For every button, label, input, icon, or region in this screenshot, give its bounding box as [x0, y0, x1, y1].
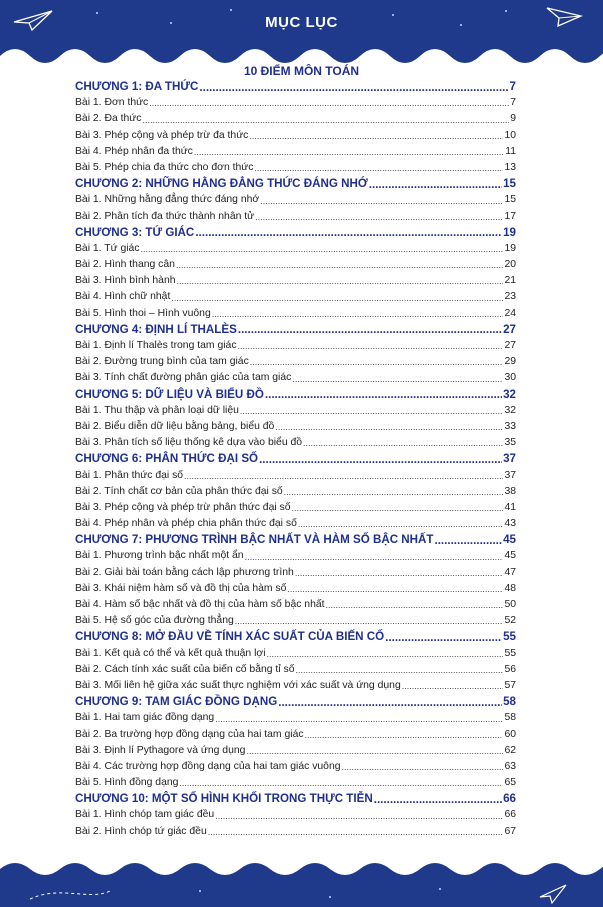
- dot-leader: [195, 225, 502, 241]
- page-number: 58: [503, 695, 516, 709]
- page-header: [0, 0, 603, 66]
- dot-leader: [176, 257, 504, 273]
- toc-lesson-row[interactable]: [75, 338, 516, 354]
- page-number: 29: [504, 356, 516, 368]
- toc-lesson-row[interactable]: [75, 727, 516, 743]
- page-number: 30: [504, 372, 516, 384]
- toc-chapter-row[interactable]: [75, 629, 516, 645]
- dot-leader: [142, 111, 509, 127]
- lesson-title: Bài 3. Phép cộng và phép trừ phân thức đại số: [75, 501, 291, 513]
- page-number: 11: [505, 145, 516, 157]
- dot-leader: [246, 743, 503, 759]
- dot-leader: [215, 710, 503, 726]
- toc-chapter-row[interactable]: [75, 451, 516, 467]
- page-number: 17: [504, 210, 516, 222]
- chapter-title: CHƯƠNG 2: NHỮNG HẰNG ĐẲNG THỨC ĐÁNG NHỚ: [75, 177, 368, 191]
- lesson-title: Bài 5. Phép chia đa thức cho đơn thức: [75, 161, 254, 173]
- dot-leader: [208, 824, 504, 840]
- toc-chapter-row[interactable]: [75, 79, 516, 95]
- page-number: 7: [509, 80, 516, 93]
- footer-wave-decoration: [0, 855, 603, 907]
- toc-lesson-row[interactable]: [75, 257, 516, 273]
- chapter-title: CHƯƠNG 4: ĐỊNH LÍ THALÈS: [75, 322, 237, 336]
- chapter-title: CHƯƠNG 7: PHƯƠNG TRÌNH BẬC NHẤT VÀ HÀM SỐ BẬC NHẤT: [75, 533, 434, 547]
- lesson-title: Bài 4. Hình chữ nhật: [75, 291, 171, 303]
- page-number: 58: [504, 712, 516, 724]
- toc-lesson-row[interactable]: [75, 95, 516, 111]
- lesson-title: Bài 4. Phép nhân và phép chia phân thức đại số: [75, 518, 297, 530]
- dot-leader: [254, 160, 503, 176]
- page-number: 32: [504, 404, 516, 416]
- toc-lesson-row[interactable]: [75, 128, 516, 144]
- lesson-title: Bài 3. Phân tích số liệu thống kê dựa vào biểu đồ: [75, 437, 303, 449]
- page-number: 19: [503, 225, 516, 239]
- page-number: 21: [504, 275, 516, 287]
- toc-lesson-row[interactable]: [75, 160, 516, 176]
- toc-lesson-row[interactable]: [75, 565, 516, 581]
- lesson-title: Bài 2. Tính chất cơ bản của phân thức đại số: [75, 485, 283, 497]
- toc-lesson-row[interactable]: [75, 403, 516, 419]
- lesson-title: Bài 1. Đơn thức: [75, 97, 149, 109]
- dot-leader: [250, 354, 504, 370]
- toc-lesson-row[interactable]: [75, 289, 516, 305]
- dot-leader: [298, 516, 504, 532]
- page-number: 50: [504, 599, 516, 610]
- header-wave-decoration: [0, 34, 603, 66]
- dot-leader: [171, 289, 503, 305]
- toc-lesson-row[interactable]: [75, 824, 516, 840]
- toc-lesson-row[interactable]: [75, 662, 516, 678]
- lesson-title: Bài 2. Hình thang cân: [75, 259, 175, 271]
- toc-chapter-row[interactable]: [75, 387, 516, 403]
- table-of-contents: [75, 79, 516, 840]
- lesson-title: Bài 2. Biểu diễn dữ liệu bằng bảng, biểu đồ: [75, 420, 275, 432]
- dot-leader: [141, 241, 504, 257]
- chapter-title: CHƯƠNG 5: DỮ LIỆU VÀ BIỂU ĐỒ: [75, 387, 264, 401]
- page-number: 32: [503, 387, 516, 401]
- dot-leader: [184, 468, 503, 484]
- page-number: 67: [504, 825, 516, 837]
- page-number: 56: [504, 663, 516, 675]
- dot-leader: [212, 306, 504, 322]
- toc-lesson-row[interactable]: [75, 775, 516, 791]
- dot-leader: [305, 727, 504, 743]
- page-number: 47: [504, 566, 516, 578]
- lesson-title: Bài 1. Những hằng đẳng thức đáng nhớ: [75, 194, 260, 206]
- dot-leader: [245, 548, 504, 564]
- toc-chapter-row[interactable]: [75, 532, 516, 548]
- lesson-title: Bài 3. Khái niệm hàm số và đồ thị của hàm số: [75, 582, 287, 594]
- lesson-title: Bài 1. Hình chóp tam giác đều: [75, 809, 215, 821]
- page-number: 20: [504, 259, 516, 271]
- toc-lesson-row[interactable]: [75, 710, 516, 726]
- toc-lesson-row[interactable]: [75, 144, 516, 160]
- page-number: 27: [503, 322, 516, 336]
- chapter-title: CHƯƠNG 8: MỞ ĐẦU VỀ TÍNH XÁC SUẤT CỦA BIẾN CỐ: [75, 630, 385, 644]
- dot-leader: [177, 273, 504, 289]
- chapter-title: CHƯƠNG 10: MỘT SỐ HÌNH KHỐI TRONG THỰC TIỄN: [75, 792, 373, 806]
- page-number: 66: [503, 792, 516, 806]
- toc-lesson-row[interactable]: [75, 370, 516, 386]
- dot-leader: [215, 807, 503, 823]
- page-number: 38: [504, 485, 516, 497]
- toc-lesson-row[interactable]: [75, 306, 516, 322]
- dot-leader: [284, 484, 504, 500]
- dot-leader: [265, 387, 502, 403]
- lesson-title: Bài 1. Thu thập và phân loại dữ liệu: [75, 404, 239, 416]
- chapter-title: CHƯƠNG 1: ĐA THỨC: [75, 80, 199, 93]
- toc-lesson-row[interactable]: [75, 597, 516, 613]
- page-number: 45: [503, 533, 516, 547]
- dot-leader: [296, 662, 504, 678]
- dot-leader: [267, 646, 504, 662]
- lesson-title: Bài 1. Phương trình bậc nhất một ẩn: [75, 550, 244, 562]
- toc-lesson-row[interactable]: [75, 468, 516, 484]
- dot-leader: [149, 95, 509, 111]
- lesson-title: Bài 5. Hình thoi – Hình vuông: [75, 307, 211, 319]
- dot-leader: [235, 613, 504, 629]
- toc-lesson-row[interactable]: [75, 516, 516, 532]
- dot-leader: [260, 192, 503, 208]
- toc-lesson-row[interactable]: [75, 759, 516, 775]
- dot-leader: [292, 370, 503, 386]
- page-number: 62: [504, 744, 516, 756]
- lesson-title: Bài 1. Tứ giác: [75, 242, 140, 254]
- page-number: 43: [504, 518, 516, 530]
- page-number: 27: [504, 340, 516, 351]
- lesson-title: Bài 3. Định lí Pythagore và ứng dụng: [75, 744, 246, 756]
- toc-lesson-row[interactable]: [75, 419, 516, 435]
- page-number: 15: [504, 194, 516, 206]
- toc-lesson-row[interactable]: [75, 646, 516, 662]
- dot-leader: [402, 678, 504, 694]
- toc-lesson-row[interactable]: [75, 192, 516, 208]
- toc-lesson-row[interactable]: [75, 354, 516, 370]
- lesson-title: Bài 2. Giải bài toán bằng cách lập phương trình: [75, 566, 294, 578]
- dot-leader: [194, 144, 504, 160]
- page-number: 66: [504, 809, 516, 821]
- dot-leader: [199, 79, 508, 95]
- toc-chapter-row[interactable]: [75, 176, 516, 192]
- page-number: 24: [504, 307, 516, 319]
- lesson-title: Bài 2. Cách tính xác suất của biến cố bằng tỉ số: [75, 663, 295, 675]
- toc-lesson-row[interactable]: [75, 435, 516, 451]
- toc-lesson-row[interactable]: [75, 807, 516, 823]
- page-number: 55: [504, 647, 516, 659]
- dot-leader: [369, 176, 502, 192]
- dot-leader: [342, 759, 504, 775]
- page-number: 45: [504, 550, 516, 562]
- lesson-title: Bài 1. Định lí Thalès trong tam giác: [75, 340, 237, 351]
- page-number: 33: [504, 420, 516, 432]
- toc-lesson-row[interactable]: [75, 111, 516, 127]
- lesson-title: Bài 5. Hình đồng dạng: [75, 777, 179, 789]
- lesson-title: Bài 1. Hai tam giác đồng dạng: [75, 712, 215, 724]
- page-number: 23: [504, 291, 516, 303]
- lesson-title: Bài 1. Phân thức đại số: [75, 469, 184, 481]
- lesson-title: Bài 2. Hình chóp tứ giác đều: [75, 825, 207, 837]
- lesson-title: Bài 3. Hình bình hành: [75, 275, 176, 287]
- dot-leader: [240, 403, 504, 419]
- toc-lesson-row[interactable]: [75, 273, 516, 289]
- dot-leader: [287, 581, 503, 597]
- toc-lesson-row[interactable]: [75, 241, 516, 257]
- lesson-title: Bài 3. Tính chất đường phân giác của tam giác: [75, 372, 292, 384]
- lesson-title: Bài 3. Mối liên hệ giữa xác suất thực nghiệm với xác suất và ứng dụng: [75, 679, 401, 691]
- page-number: 35: [504, 437, 516, 449]
- toc-lesson-row[interactable]: [75, 484, 516, 500]
- page-number: 13: [504, 161, 516, 173]
- dot-leader: [326, 597, 504, 613]
- page-number: 37: [503, 452, 516, 466]
- lesson-title: Bài 5. Hệ số góc của đường thẳng: [75, 615, 234, 627]
- dot-leader: [292, 500, 504, 516]
- page-title: MỤC LỤC: [265, 14, 338, 31]
- dot-leader: [303, 435, 503, 451]
- chapter-title: CHƯƠNG 3: TỨ GIÁC: [75, 225, 195, 239]
- page-number: 57: [504, 679, 516, 691]
- dot-leader: [238, 322, 502, 338]
- lesson-title: Bài 1. Kết quả có thể và kết quả thuận lợi: [75, 647, 266, 659]
- dot-leader: [255, 209, 503, 225]
- lesson-title: Bài 2. Phân tích đa thức thành nhân tử: [75, 210, 255, 222]
- toc-lesson-row[interactable]: [75, 500, 516, 516]
- page-number: 65: [504, 777, 516, 789]
- toc-lesson-row[interactable]: [75, 581, 516, 597]
- toc-lesson-row[interactable]: [75, 548, 516, 564]
- dot-leader: [374, 791, 502, 807]
- toc-chapter-row[interactable]: [75, 791, 516, 807]
- toc-lesson-row[interactable]: [75, 209, 516, 225]
- page-number: 60: [504, 728, 516, 740]
- page-number: 37: [504, 469, 516, 481]
- dot-leader: [295, 565, 504, 581]
- dot-leader: [434, 532, 502, 548]
- book-subtitle: 10 ĐIỂM MÔN TOÁN: [243, 64, 360, 78]
- toc-lesson-row[interactable]: [75, 743, 516, 759]
- page-number: 19: [504, 242, 516, 254]
- toc-chapter-row[interactable]: [75, 322, 516, 338]
- lesson-title: Bài 2. Đa thức: [75, 113, 142, 125]
- dot-leader: [278, 694, 502, 710]
- toc-chapter-row[interactable]: [75, 225, 516, 241]
- dot-leader: [238, 338, 504, 354]
- toc-lesson-row[interactable]: [75, 678, 516, 694]
- lesson-title: Bài 4. Các trường hợp đồng dạng của hai tam giác vuông: [75, 760, 341, 772]
- lesson-title: Bài 2. Đường trung bình của tam giác: [75, 356, 249, 368]
- page-number: 48: [504, 582, 516, 594]
- lesson-title: Bài 3. Phép cộng và phép trừ đa thức: [75, 129, 249, 141]
- toc-lesson-row[interactable]: [75, 613, 516, 629]
- page-number: 10: [504, 129, 516, 141]
- lesson-title: Bài 2. Ba trường hợp đồng dạng của hai tam giác: [75, 728, 304, 740]
- lesson-title: Bài 4. Phép nhân đa thức: [75, 145, 193, 157]
- chapter-title: CHƯƠNG 9: TAM GIÁC ĐỒNG DẠNG: [75, 695, 278, 709]
- dot-leader: [275, 419, 503, 435]
- toc-chapter-row[interactable]: [75, 694, 516, 710]
- page-number: 63: [504, 760, 516, 772]
- page-number: 41: [504, 501, 516, 513]
- page-number: 55: [503, 630, 516, 644]
- dot-leader: [259, 451, 502, 467]
- dot-leader: [179, 775, 503, 791]
- page-number: 15: [503, 177, 516, 191]
- dot-leader: [385, 629, 502, 645]
- chapter-title: CHƯƠNG 6: PHÂN THỨC ĐẠI SỐ: [75, 452, 259, 466]
- lesson-title: Bài 4. Hàm số bậc nhất và đồ thị của hàm số bậc nhất: [75, 599, 325, 610]
- page-number: 9: [510, 113, 516, 125]
- page-footer: [0, 855, 603, 907]
- page-number: 7: [510, 97, 516, 109]
- page-number: 52: [504, 615, 516, 627]
- dot-leader: [249, 128, 503, 144]
